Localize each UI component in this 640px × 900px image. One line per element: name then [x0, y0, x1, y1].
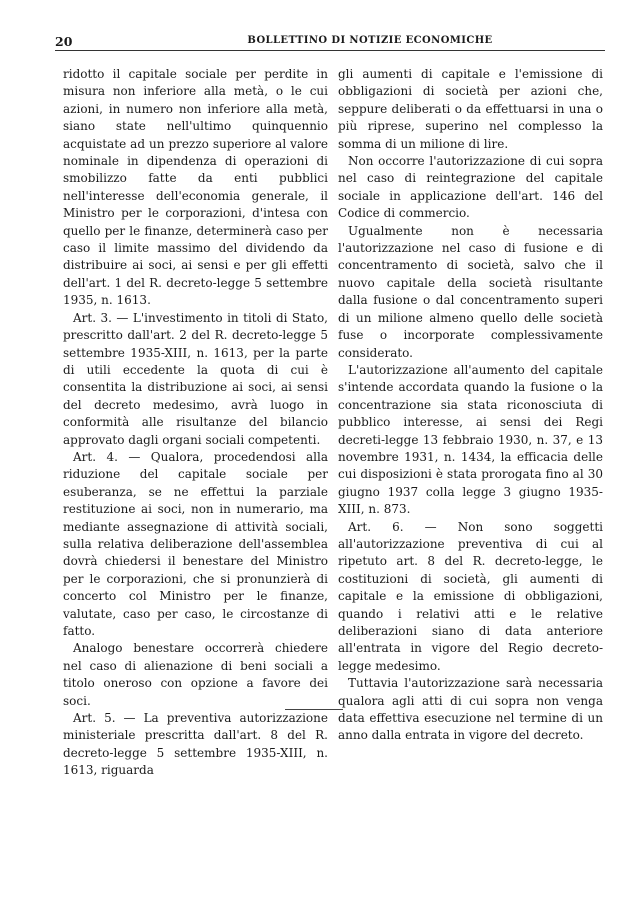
- running-title: BOLLETTINO DI NOTIZIE ECONOMICHE: [247, 35, 493, 46]
- paragraph: Analogo benestare occorrerà chiedere nel caso di alienazione di beni sociali a titolo oneroso con opzione a favore dei soci.: [63, 641, 328, 708]
- paragraph-art-5: Art. 5. — La preventiva autorizzazione ministeriale prescritta dall'art. 8 del R. decreto-legge 5 settembre 1935-XIII, n. 1613, riguarda: [63, 711, 328, 778]
- left-column: [63, 66, 328, 780]
- section-end-rule: [285, 709, 343, 710]
- paragraph: Ugualmente non è necessaria l'autorizzazione nel caso di fusione e di concentramento di società, salvo che il nuovo capitale della società risultante dalla fusione o dal concentramento superi di un milione almeno quello delle società fuse o incorporate complessivamente considerato.: [338, 223, 603, 360]
- paragraph-art-3: Art. 3. — L'investimento in titoli di Stato, prescritto dall'art. 2 del R. decreto-legge 5 settembre 1935-XIII, n. 1613, per la parte di utili eccedente la quota di cui è consentita la distribuzione ai soci, ai sensi del decreto medesimo, avrà luogo in conformità alle risultanze del bilancio approvato dagli organi sociali competenti.: [63, 310, 328, 447]
- paragraph-art-4: Art. 4. — Qualora, procedendosi alla riduzione del capitale sociale per esuberanza, se ne effettui la parziale restituzione ai soci, non in numerario, ma mediante assegnazione di attività sociali, sulla relativa deliberazione dell'assemblea dovrà chiedersi il benestare del Ministro per le corporazioni, che si pronunzierà di concerto col Ministro per le finanze, valutate, caso per caso, le circostanze di fatto.: [63, 449, 328, 638]
- paragraph: gli aumenti di capitale e l'emissione di obbligazioni di società per azioni che, seppure deliberati o da effettuarsi in una o più riprese, superino nel complesso la somma di un milione di lire.: [338, 67, 603, 151]
- right-column: [338, 66, 603, 745]
- paragraph-art-6: Art. 6. — Non sono soggetti all'autorizzazione preventiva di cui al ripetuto art. 8 del R. decreto-legge, le costituzioni di società, gli aumenti di capitale e la emissione di obbligazioni, quando i relativi atti e le relative deliberazioni siano di data anteriore all'entrata in vigore del Regio decreto-legge medesimo.: [338, 519, 603, 673]
- paragraph: L'autorizzazione all'aumento del capitale s'intende accordata quando la fusione o la concentrazione sia stata riconosciuta di pubblico interesse, ai sensi dei Regi decreti-legge 13 febbraio 1930, n. 37, e 13 novembre 1931, n. 1434, la efficacia delle cui disposizioni è stata prorogata fino al 30 giugno 1937 colla legge 3 giugno 1935-XIII, n. 873.: [338, 362, 603, 517]
- paragraph: Tuttavia l'autorizzazione sarà necessaria qualora agli atti di cui sopra non venga data effettiva esecuzione nel termine di un anno dalla entrata in vigore del decreto.: [338, 676, 603, 743]
- page-number: 20: [55, 34, 73, 49]
- paragraph: ridotto il capitale sociale per perdite in misura non inferiore alla metà, o le cui azioni, in numero non inferiore alla metà, siano state nell'ultimo quinquennio acquistate ad un prezzo superiore al valore nominale in dipendenza di operazioni di smobilizzo fatte da enti pubblici nell'interesse dell'economia generale, il Ministro per le corporazioni, d'intesa con quello per le finanze, determinerà caso per caso il limite massimo del dividendo da distribuire ai soci, ai sensi e per gli effetti dell'art. 1 del R. decreto-legge 5 settembre 1935, n. 1613.: [63, 67, 328, 308]
- paragraph: Non occorre l'autorizzazione di cui sopra nel caso di reintegrazione del capitale sociale in applicazione dell'art. 146 del Codice di commercio.: [338, 154, 603, 221]
- page-header: [55, 34, 605, 51]
